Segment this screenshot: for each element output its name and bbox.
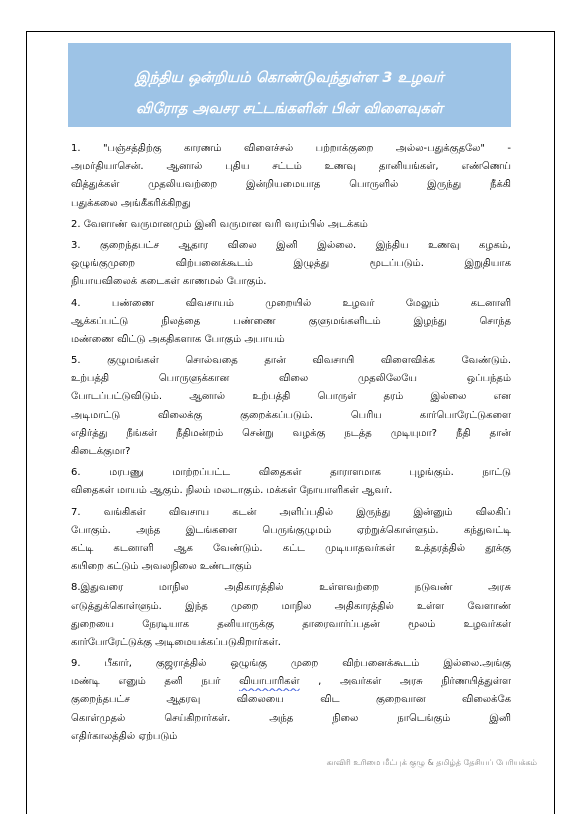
paragraph-3 (71, 237, 511, 292)
paragraph-line: 1. "பஞ்சத்திற்கு காரணம் விளைச்சல் பற்றாக்குறை அல்ல-பதுக்குதலே" - (71, 143, 511, 154)
paragraph-line: கார்போரேட்டுக்கு அடிமையக்கப்படுகிறார்கள். (71, 636, 281, 648)
paragraph-8 (71, 579, 511, 652)
paragraph-line: மண்டி எனும் தனி நபர் வியாபாரிகள் , அவர்கள் அரசு நிர்ணயித்துள்ள (71, 676, 511, 688)
paragraph-line: ஒழுங்குமுறை விற்பனைக்கூடம் இழுத்து மூடப்படும். இறுதியாக (71, 258, 511, 270)
spellcheck-flagged-word: வியாபாரிகள் (239, 676, 300, 688)
paragraph-6 (71, 464, 511, 500)
document-title-line-2: விரோத அவசர சட்டங்களின் பின் விளைவுகள் (135, 101, 443, 117)
paragraph-line: குறைந்தபட்ச ஆதரவு விலையை விட குறைவான விலைக்கே (71, 694, 511, 706)
paragraph-line: கயிறை கட்டும் அவலநிலை உண்டாகும் (71, 561, 252, 573)
paragraph-line: எதிர்த்து நீங்கள் நீதிமன்றம் சென்று வழக்கு நடத்த முடியுமா? நீதி தான் (71, 427, 511, 439)
paragraph-5 (71, 352, 511, 461)
document-title-line-1: இந்திய ஒன்றியம் கொண்டுவந்துள்ள 3 உழவர் (135, 70, 444, 86)
paragraph-line: கொள்முதல் செய்கிறார்கள். அந்த நிலை நாடெங்கும் இனி (71, 712, 511, 724)
paragraph-1 (71, 140, 511, 213)
paragraph-line: மண்ணை விட்டு அகதிகளாக போகும் அபாயம் (71, 333, 285, 345)
paragraph-line: எடுத்துக்கொள்ளும். இந்த முறை மாநில அதிகாரத்தில் உள்ள வேளாண் (71, 600, 511, 612)
paragraph-line: ஆக்கப்பட்டு நிலத்தை பண்ணை குளுமங்களிடம் இழந்து சொந்த (71, 315, 511, 327)
paragraph-line: எதிர்காலத்தில் ஏற்படும் (71, 730, 178, 742)
paragraph-line: போடப்பட்டுவிடும். ஆனால் உற்பத்தி பொருள் தரம் இல்லை என (71, 391, 511, 403)
paragraph-line: 9. பீகார், குஜராத்தில் ஒழுங்கு முறை விற்பனைக்கூடம் இல்லை.அங்கு (71, 658, 511, 670)
paragraph-line: 8.இதுவரை மாநில அதிகாரத்தில் உள்ளவற்றை நடுவண் அரசு (71, 582, 511, 594)
paragraph-2 (71, 216, 511, 234)
paragraph-line: விதைகள் மாயம் ஆகும். நிலம் மலடாகும். மக்கள் நோயாளிகள் ஆவர். (71, 485, 393, 497)
paragraph-line: 3. குறைந்தபட்ச ஆதார விலை இனி இல்லை. இந்திய உணவு கழகம், (71, 239, 511, 251)
paragraph-line: வித்துக்கள் முதலியவற்றை இன்றியமையாத பொருளில் இருந்து நீக்கி (71, 179, 511, 191)
document-footer: காவிரி உரிமை மீட்புக் குழு & தமிழ்த் தேசியப் பேரியக்கம் (326, 758, 537, 767)
paragraph-line: அமர்தியாசென். ஆனால் புதிய சட்டம் உணவு தானியங்கள், எண்ணெய் (71, 161, 511, 173)
paragraph-line: 4. பண்ணை விவசாயம் முறையில் உழவர் மேலும் கடனாளி (71, 297, 511, 309)
paragraph-4 (71, 295, 511, 350)
paragraph-line: கிடைக்குமா? (71, 446, 131, 457)
paragraph-7 (71, 504, 511, 577)
document-page (26, 31, 555, 814)
paragraph-line: அடிமாட்டு விலைக்கு குறைக்கப்படும். பெரிய கார்பொரேட்டுகளை (71, 409, 511, 421)
document-body (71, 140, 511, 749)
paragraph-line: நியாயவிலைக் கடைகள் காணமல் போகும். (71, 276, 267, 288)
paragraph-line: போகும். அந்த இடங்களை பெருங்குழுமம் ஏற்றுக்கொள்ளும். கந்துவட்டி (71, 524, 511, 536)
paragraph-line: 6. மரபணு மாற்றப்பட்ட விதைகள் தாராளமாக புழங்கும். நாட்டு (71, 467, 511, 479)
paragraph-line: 7. வங்கிகள் விவசாய கடன் அளிப்பதில் இருந்து இன்னும் விலகிப் (71, 506, 511, 518)
title-banner (68, 43, 511, 127)
paragraph-line: கட்டி கடனாளி ஆக வேண்டும். கட்ட முடியாதவர்கள் உத்தரத்தில் தூக்கு (71, 542, 511, 554)
paragraph-line: பதுக்கலை அங்கீகரிக்கிறது (71, 197, 191, 209)
paragraph-line: உற்பத்தி பொருளுக்கான விலை முதலிலேயே ஒப்பந்தம் (71, 373, 511, 385)
paragraph-line: 5. குழுமங்கள் சொல்வதை தான் விவசாயி விளைவிக்க வேண்டும். (71, 355, 511, 367)
paragraph-line: துறையை நேரடியாக தனியாருக்கு தாரைவார்ப்பதன் மூலம் உழவர்கள் (71, 618, 511, 630)
paragraph-9 (71, 655, 511, 746)
paragraph-line: 2. வேளாண் வருமானமும் இனி வருமான வரி வரம்பில் அடக்கம் (71, 218, 368, 230)
